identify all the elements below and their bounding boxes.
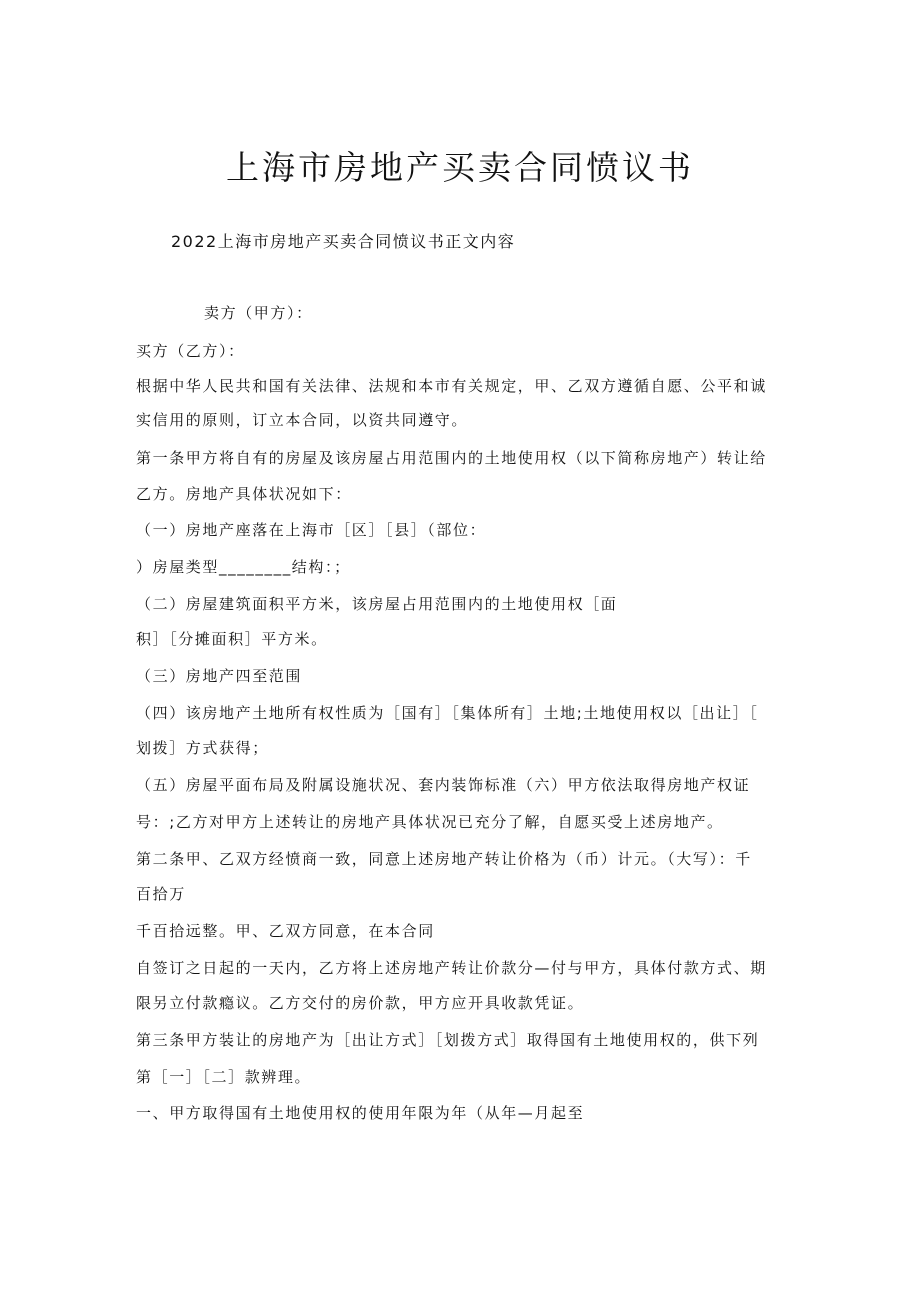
paragraph-line: 第三条甲方装让的房地产为［出让方式］［划拨方式］取得国有土地使用权的，供下列	[136, 1031, 760, 1049]
paragraph-line: 划拨］方式获得；	[136, 739, 269, 757]
paragraph-line: 根据中华人民共和国有关法律、法规和本市有关规定，甲、乙双方遵循自愿、公平和诚	[136, 377, 767, 395]
seller-line: 卖方（甲方）：	[204, 304, 313, 322]
paragraph-line: （三）房地产四至范围	[136, 667, 303, 685]
paragraph-line: （一）房地产座落在上海市［区］［县］（部位：	[136, 521, 487, 539]
paragraph-line: 乙方。房地产具体状况如下：	[136, 485, 352, 503]
paragraph-line: （四）该房地产土地所有权性质为［国有］［集体所有］土地;土地使用权以［出让］［	[136, 704, 759, 722]
paragraph-line: 自签订之日起的一天内，乙方将上述房地产转让价款分—付与甲方，具体付款方式、期	[136, 959, 767, 977]
paragraph-line: 百拾万	[136, 885, 186, 903]
paragraph-line: 第［一］［二］款辨理。	[136, 1068, 312, 1086]
paragraph-line: （二）房屋建筑面积平方米，该房屋占用范围内的土地使用权［面	[136, 595, 618, 613]
paragraph-line: 积］［分摊面积］平方米。	[136, 630, 328, 648]
paragraph-line: 实信用的原则，订立本合同，以资共同遵守。	[136, 411, 469, 429]
paragraph-line: 号：;乙方对甲方上述转让的房地产具体状况已充分了解，自愿买受上述房地产。	[136, 813, 724, 831]
buyer-line: 买方（乙方）：	[136, 342, 245, 360]
paragraph-line: 第一条甲方将自有的房屋及该房屋占用范围内的土地使用权（以下简称房地产）转让给	[136, 449, 767, 467]
paragraph-line: 千百拾远整。甲、乙双方同意，在本合同	[136, 922, 435, 940]
paragraph-line: ）房屋类型________结构：；	[136, 558, 351, 576]
document-subtitle: 2022上海市房地产买卖合同愤议书正文内容	[171, 232, 516, 251]
paragraph-line: 一、甲方取得国有土地使用权的使用年限为年（从年—月起至	[136, 1104, 585, 1122]
paragraph-line: （五）房屋平面布局及附属设施状况、套内装饰标准（六）甲方依法取得房地产权证	[136, 776, 751, 794]
document-title: 上海市房地产买卖合同愤议书	[226, 148, 694, 187]
paragraph-line: 第二条甲、乙双方经愤商一致，同意上述房地产转让价格为（币）计元。（大写）：千	[136, 850, 752, 868]
paragraph-line: 限另立付款瘾议。乙方交付的房价款，甲方应开具收款凭证。	[136, 994, 585, 1012]
